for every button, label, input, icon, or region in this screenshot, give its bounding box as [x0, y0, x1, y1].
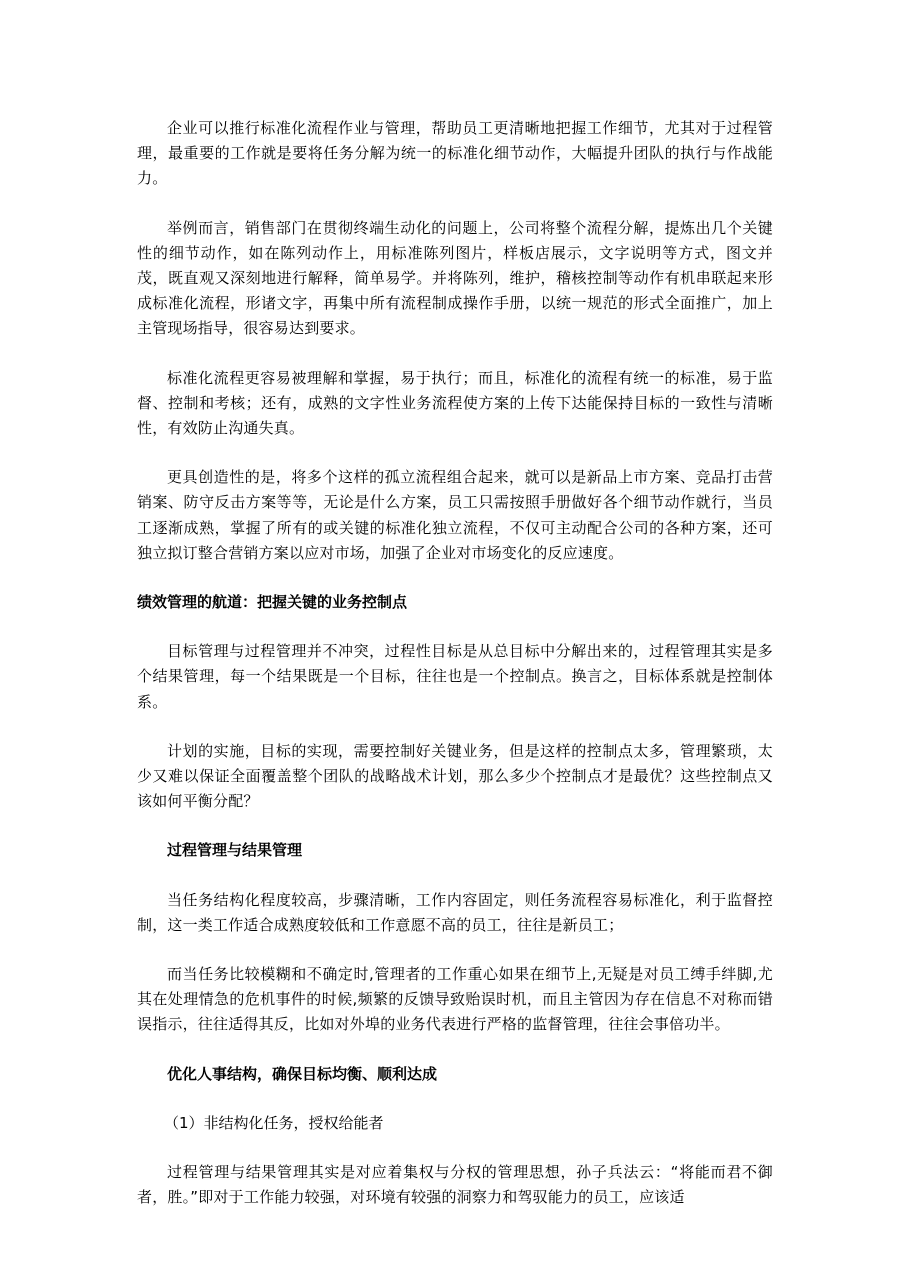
list-item-unstructured-authorize: （1）非结构化任务，授权给能者	[164, 1113, 384, 1132]
subheading-process-and-result: 过程管理与结果管理	[167, 841, 303, 860]
paragraph-goal-vs-process: 目标管理与过程管理并不冲突，过程性目标是从总目标中分解出来的，过程管理其实是多个结果管理，每一个结果既是一个目标，往往也是一个控制点。换言之，目标体系就是控制体系。	[137, 642, 773, 711]
subheading-optimize-structure: 优化人事结构，确保目标均衡、顺利达成	[167, 1064, 438, 1083]
document-page	[137, 116, 773, 1235]
paragraph-control-points: 计划的实施，目标的实现，需要控制好关键业务，但是这样的控制点太多，管理繁琐，太少又难以保证全面覆盖整个团队的战略战术计划，那么多少个控制点才是最优？这些控制点又该如何平衡分配？	[137, 741, 773, 811]
paragraph-centralization: 过程管理与结果管理其实是对应着集权与分权的管理思想，孙子兵法云：“将能而君不御者，胜。”即对于工作能力较强，对环境有较强的洞察力和驾驭能力的员工，应该适	[137, 1163, 773, 1207]
paragraph-process-combination: 更具创造性的是，将多个这样的孤立流程组合起来，就可以是新品上市方案、竞品打击营销案、防守反击方案等等，无论是什么方案，员工只需按照手册做好各个细节动作就行，当员工逐渐成熟，掌握了所有的或关键的标准化独立流程，不仅可主动配合公司的各种方案，还可独立拟订整合营销方案以应对市场，加强了企业对市场变化的反应速度。	[137, 468, 773, 562]
paragraph-unstructured-tasks: 而当任务比较模糊和不确定时,管理者的工作重心如果在细节上,无疑是对员工缚手绊脚,尤其在处理情急的危机事件的时候,频繁的反馈导致贻误时机，而且主管因为存在信息不对称而错误指示，往往适得其反，比如对外埠的业务代表进行严格的监督管理，往往会事倍功半。	[137, 965, 773, 1034]
paragraph-sales-example: 举例而言，销售部门在贯彻终端生动化的问题上，公司将整个流程分解，提炼出几个关键性的细节动作，如在陈列动作上，用标准陈列图片，样板店展示，文字说明等方式，图文并茂，既直观又深刻地进行解释，简单易学。并将陈列，维护，稽核控制等动作有机串联起来形成标准化流程，形诸文字，再集中所有流程制成操作手册，以统一规范的形式全面推广，加上主管现场指导，很容易达到要求。	[137, 218, 773, 338]
paragraph-standard-benefits: 标准化流程更容易被理解和掌握，易于执行；而且，标准化的流程有统一的标准，易于监督、控制和考核；还有，成熟的文字性业务流程使方案的上传下达能保持目标的一致性与清晰性，有效防止沟通失真。	[137, 368, 773, 438]
paragraph-structured-tasks: 当任务结构化程度较高，步骤清晰，工作内容固定，则任务流程容易标准化，利于监督控制，这一类工作适合成熟度较低和工作意愿不高的员工，往往是新员工；	[137, 890, 773, 934]
paragraph-standardization-intro: 企业可以推行标准化流程作业与管理，帮助员工更清晰地把握工作细节，尤其对于过程管理，最重要的工作就是要将任务分解为统一的标准化细节动作，大幅提升团队的执行与作战能力。	[137, 119, 773, 188]
section-heading-performance-channel: 绩效管理的航道：把握关键的业务控制点	[137, 593, 408, 612]
